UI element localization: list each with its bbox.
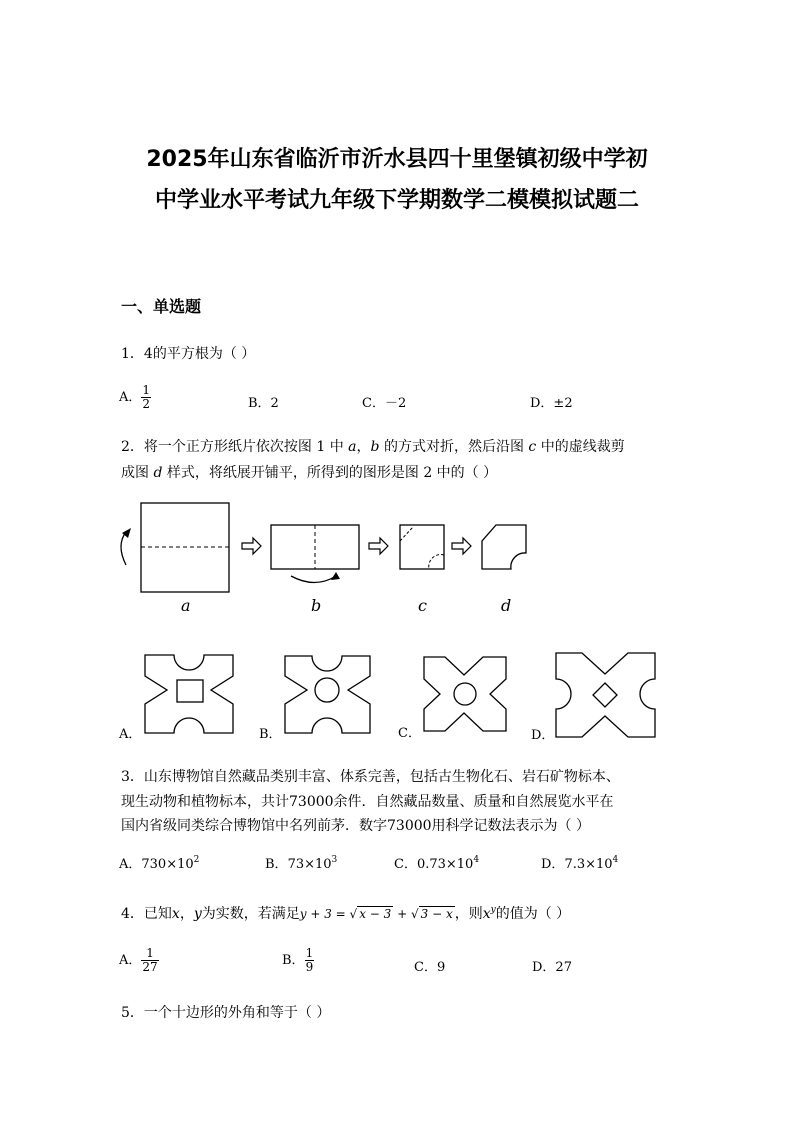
question-3-line-2: 现生动物和植物标本，共计73000余件．自然藏品数量、质量和自然展览水平在: [121, 794, 614, 810]
equation-left: y + 3 =: [299, 907, 350, 921]
text: 的值为（ ）: [495, 906, 571, 922]
exponent: 4: [473, 855, 480, 865]
text: ，: [356, 439, 371, 455]
option-label: A．: [119, 857, 142, 872]
text: ，则: [454, 906, 483, 922]
question-3-option-b[interactable]: [265, 853, 337, 872]
fraction-numerator: 1: [142, 383, 151, 397]
page-title-line-2: 中学业水平考试九年级下学期数学二模模拟试题二: [154, 188, 639, 213]
option-label: A．: [119, 953, 142, 968]
figure-label-b: b: [311, 596, 322, 615]
option-a-shape: [145, 655, 233, 733]
fraction-denominator: 27: [142, 960, 158, 974]
power-base: x: [482, 906, 491, 922]
option-d-shape: [556, 653, 655, 737]
option-value: 7.3×10: [564, 857, 613, 872]
text: 的方式对折，然后沿图: [379, 439, 529, 455]
question-1-stem: 1．4的平方根为（ ）: [121, 346, 256, 362]
page-title-line-1: 2025年山东省临沂市沂水县四十里堡镇初级中学初: [146, 147, 648, 172]
sqrt-icon: √: [410, 907, 419, 921]
sqrt-icon: √: [349, 907, 358, 921]
question-2-option-a[interactable]: A．: [119, 727, 142, 742]
question-3-option-a[interactable]: [119, 853, 199, 872]
fraction-denominator: 9: [305, 960, 314, 974]
exponent: 3: [331, 855, 338, 865]
var-c: c: [528, 439, 537, 455]
sqrt-radicand-2: 3 − x: [420, 907, 453, 921]
option-label: B．: [282, 953, 305, 968]
text: 2．将一个正方形纸片依次按图 1 中: [121, 439, 349, 455]
question-2-option-c[interactable]: C．: [398, 726, 421, 741]
question-3-line-3: 国内省级同类综合博物馆中名列前茅．数字73000用科学记数法表示为（ ）: [121, 818, 590, 834]
option-label: D．: [541, 857, 565, 872]
question-5-stem: 5．一个十边形的外角和等于（ ）: [121, 1005, 331, 1021]
var-y: y: [193, 906, 202, 922]
fraction: [141, 947, 158, 974]
option-b-shape: [285, 656, 370, 733]
question-4-option-d[interactable]: D．27: [532, 960, 572, 975]
option-value: 730×10: [141, 857, 194, 872]
question-1-option-c[interactable]: C．－2: [362, 396, 407, 411]
question-4-option-c[interactable]: C．9: [414, 960, 446, 975]
question-4-stem: [121, 903, 570, 923]
figure-label-d: d: [501, 596, 512, 615]
option-value: 0.73×10: [416, 857, 474, 872]
sqrt-radicand-1: x − 3: [359, 907, 392, 921]
text: 成图: [121, 465, 154, 481]
text: ，: [179, 906, 194, 922]
exponent: 2: [193, 855, 200, 865]
option-label: A．: [119, 390, 142, 405]
question-3-option-c[interactable]: [394, 853, 479, 872]
power-exponent: y: [490, 905, 496, 915]
fraction-numerator: 1: [305, 946, 314, 960]
fraction-denominator: 2: [142, 397, 151, 411]
option-value: 73×10: [287, 857, 332, 872]
question-1-option-d[interactable]: D．±2: [530, 396, 573, 411]
text: 中的虚线裁剪: [536, 439, 625, 455]
question-4-option-b[interactable]: [282, 947, 314, 974]
var-b: b: [370, 439, 380, 455]
question-1-option-b[interactable]: B．2: [248, 396, 279, 411]
var-d: d: [153, 465, 163, 481]
figure-label-a: a: [181, 596, 191, 615]
var-x: x: [171, 906, 180, 922]
fraction: [305, 947, 315, 974]
section-heading: 一、单选题: [121, 297, 202, 316]
fraction-numerator: 1: [141, 947, 158, 961]
text: 为实数，若满足: [201, 906, 300, 922]
option-c-shape: [424, 657, 506, 731]
text: +: [393, 907, 411, 921]
question-2-option-b[interactable]: B．: [259, 727, 282, 742]
var-a: a: [348, 439, 357, 455]
question-3-line-1: 3．山东博物馆自然藏品类别丰富、体系完善，包括古生物化石、岩石矿物标本、: [121, 769, 620, 785]
option-label: B．: [265, 857, 288, 872]
question-4-option-a[interactable]: [119, 947, 159, 974]
exponent: 4: [612, 855, 619, 865]
question-3-option-d[interactable]: [541, 853, 618, 872]
figure-label-c: c: [418, 596, 427, 615]
question-2-option-d[interactable]: D．: [531, 728, 555, 743]
text: 样式，将纸展开铺平，所得到的图形是图 2 中的（ ）: [162, 465, 498, 481]
option-label: C．: [394, 857, 417, 872]
text: 4．已知: [121, 906, 172, 922]
